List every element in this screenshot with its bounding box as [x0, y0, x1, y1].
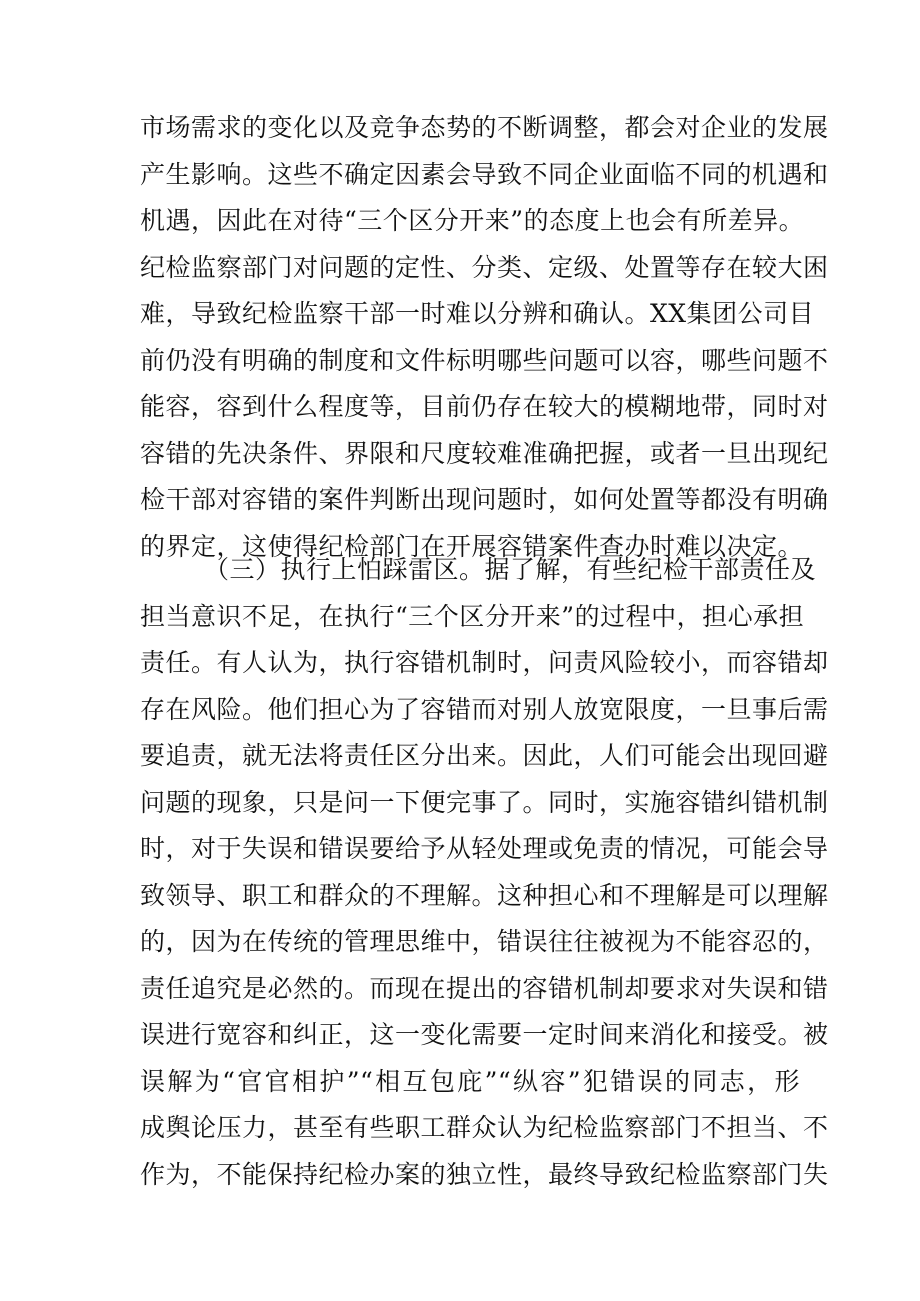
paragraph-line: 检干部对容错的案件判断出现问题时，如何处置等都没有明确	[140, 485, 829, 514]
paragraph-line: 能容，容到什么程度等，目前仍存在较大的模糊地带，同时对	[140, 392, 829, 421]
paragraph-line: 容错的先决条件、界限和尺度较难准确把握，或者一旦出现纪	[140, 438, 829, 468]
paragraph-line: 责任。有人认为，执行容错机制时，问责风险较小，而容错却	[140, 648, 829, 677]
paragraph-line: 存在风险。他们担心为了容错而对别人放宽限度，一旦事后需	[140, 694, 829, 724]
paragraph-line: 时，对于失误和错误要给予从轻处理或免责的情况，可能会导	[140, 834, 829, 863]
paragraph-line: 的，因为在传统的管理思维中，错误往往被视为不能容忍的，	[140, 927, 829, 956]
paragraph-line: 要追责，就无法将责任区分出来。因此，人们可能会出现回避	[140, 741, 829, 770]
paragraph-line: 纪检监察部门对问题的定性、分类、定级、处置等存在较大困	[140, 252, 829, 282]
paragraph-line: 责任追究是必然的。而现在提出的容错机制却要求对失误和错	[140, 973, 829, 1003]
paragraph-2	[140, 547, 829, 1198]
paragraph-line: 的界定，这使得纪检部门在开展容错案件查办时难以决定。	[140, 531, 804, 561]
paragraph-line: （三）执行上怕踩雷区。据了解，有些纪检干部责任及	[204, 555, 817, 584]
paragraph-line: 机遇，因此在对待“三个区分开来”的态度上也会有所差异。	[140, 206, 805, 235]
paragraph-line: 担当意识不足，在执行“三个区分开来”的过程中，担心承担	[140, 601, 805, 631]
paragraph-line: 致领导、职工和群众的不理解。这种担心和不理解是可以理解	[140, 880, 829, 910]
paragraph-line: 前仍没有明确的制度和文件标明哪些问题可以容，哪些问题不	[140, 345, 829, 375]
paragraph-line: 市场需求的变化以及竞争态势的不断调整，都会对企业的发展	[140, 113, 829, 142]
paragraph-line: 成舆论压力，甚至有些职工群众认为纪检监察部门不担当、不	[140, 1113, 829, 1142]
paragraph-line: 误解为“官官相护”“相互包庇”“纵容”犯错误的同志，形	[140, 1066, 800, 1096]
paragraph-line: 问题的现象，只是问一下便完事了。同时，实施容错纠错机制	[140, 787, 829, 817]
paragraph-line: 误进行宽容和纠正，这一变化需要一定时间来消化和接受。被	[140, 1020, 829, 1049]
paragraph-line: 难，导致纪检监察干部一时难以分辨和确认。XX集团公司目	[140, 299, 815, 328]
paragraph-line: 产生影响。这些不确定因素会导致不同企业面临不同的机遇和	[140, 159, 829, 189]
paragraph-line: 作为，不能保持纪检办案的独立性，最终导致纪检监察部门失	[140, 1159, 829, 1189]
paragraph-1	[140, 105, 829, 570]
